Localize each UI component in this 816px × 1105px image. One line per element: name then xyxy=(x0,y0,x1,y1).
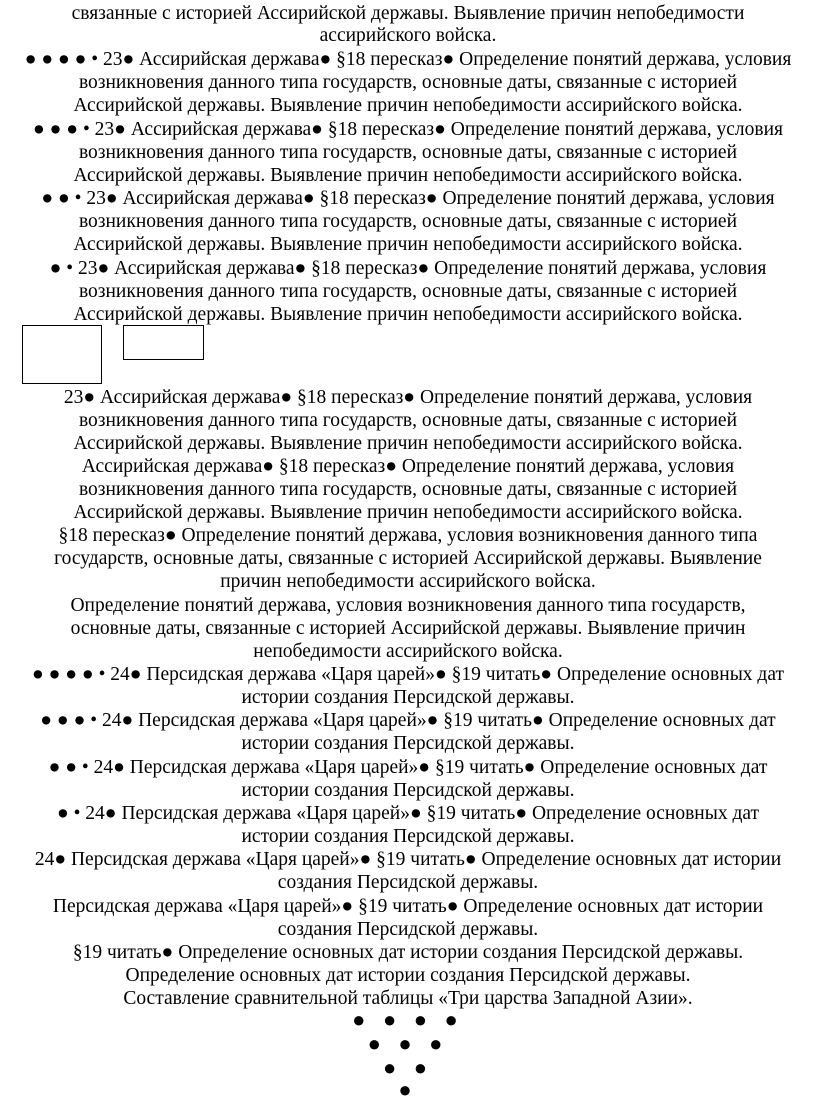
text-line: истории создания Персидской державы. xyxy=(241,780,575,801)
text-line: государств, основные даты, связанные с историей Ассирийской державы. Выявление xyxy=(54,548,762,569)
empty-box-left xyxy=(22,325,102,384)
text-line: 24● Персидская держава «Царя царей»● §19 читать● Определение основных дат истории xyxy=(34,849,782,870)
text-line: причин непобедимости ассирийского войска. xyxy=(220,571,596,592)
text-line: Ассирийской державы. Выявление причин непобедимости ассирийского войска. xyxy=(73,502,743,523)
text-line: истории создания Персидской державы. xyxy=(241,826,575,847)
text-line: непобедимости ассирийского войска. xyxy=(253,641,563,662)
text-line: Ассирийская держава● §18 пересказ● Определение понятий держава, условия xyxy=(81,456,735,477)
text-line: возникновения данного типа государств, основные даты, связанные с историей xyxy=(78,72,738,93)
text-line: ассирийского войска. xyxy=(319,25,497,46)
text-line: §18 пересказ● Определение понятий держава, условия возникновения данного типа xyxy=(58,525,758,546)
text-line: создания Персидской державы. xyxy=(277,872,539,893)
text-line: истории создания Персидской державы. xyxy=(241,687,575,708)
text-line: возникновения данного типа государств, основные даты, связанные с историей xyxy=(78,410,738,431)
text-line: Ассирийской державы. Выявление причин непобедимости ассирийского войска. xyxy=(73,304,743,325)
text-line: возникновения данного типа государств, основные даты, связанные с историей xyxy=(78,211,738,232)
text-line: 23● Ассирийская держава● §18 пересказ● Определение понятий держава, условия xyxy=(63,387,753,408)
text-line: Определение основных дат истории создания Персидской державы. xyxy=(125,965,691,986)
text-line: ● • 23● Ассирийская держава● §18 пересказ● Определение понятий держава, условия xyxy=(49,258,767,279)
text-line: возникновения данного типа государств, основные даты, связанные с историей xyxy=(78,142,738,163)
text-line: связанные с историей Ассирийской державы. Выявление причин непобедимости xyxy=(71,3,745,24)
text-line: §19 читать● Определение основных дат истории создания Персидской державы. xyxy=(72,942,744,963)
bullet-dots-row: ● ● xyxy=(382,1055,434,1080)
text-line: основные даты, связанные с историей Ассирийской державы. Выявление причин xyxy=(70,618,746,639)
bullet-dots-row: ● ● ● xyxy=(367,1031,449,1056)
text-line: ● ● ● • 24● Персидская держава «Царя царей»● §19 читать● Определение основных дат xyxy=(40,710,776,731)
text-line: Ассирийской державы. Выявление причин непобедимости ассирийского войска. xyxy=(73,234,743,255)
text-line: Ассирийской державы. Выявление причин непобедимости ассирийского войска. xyxy=(73,165,743,186)
text-line: ● ● ● • 23● Ассирийская держава● §18 пересказ● Определение понятий держава, условия xyxy=(33,119,783,140)
text-line: Ассирийской державы. Выявление причин непобедимости ассирийского войска. xyxy=(73,433,743,454)
text-line: ● • 24● Персидская держава «Царя царей»● §19 читать● Определение основных дат xyxy=(56,803,760,824)
text-line: ● ● • 24● Персидская держава «Царя царей»● §19 читать● Определение основных дат xyxy=(48,757,768,778)
text-line: создания Персидской державы. xyxy=(277,919,539,940)
text-line: Составление сравнительной таблицы «Три царства Западной Азии». xyxy=(123,988,693,1009)
text-line: ● ● ● ● • 23● Ассирийская держава● §18 пересказ● Определение понятий держава, условия xyxy=(24,49,792,70)
text-line: ● ● • 23● Ассирийская держава● §18 пересказ● Определение понятий держава, условия xyxy=(41,188,775,209)
text-line: возникновения данного типа государств, основные даты, связанные с историей xyxy=(78,281,738,302)
text-line: истории создания Персидской державы. xyxy=(241,733,575,754)
empty-box-right xyxy=(123,325,204,360)
bullet-dots-row: ● ● ● ● xyxy=(352,1007,464,1032)
text-line: Персидская держава «Царя царей»● §19 читать● Определение основных дат истории xyxy=(52,896,764,917)
text-line: возникновения данного типа государств, основные даты, связанные с историей xyxy=(78,479,738,500)
text-line: Ассирийской державы. Выявление причин непобедимости ассирийского войска. xyxy=(73,95,743,116)
bullet-dots-row: ● xyxy=(398,1077,418,1102)
text-line: ● ● ● ● • 24● Персидская держава «Царя царей»● §19 читать● Определение основных дат xyxy=(31,664,785,685)
text-line: Определение понятий держава, условия возникновения данного типа государств, xyxy=(70,595,746,616)
